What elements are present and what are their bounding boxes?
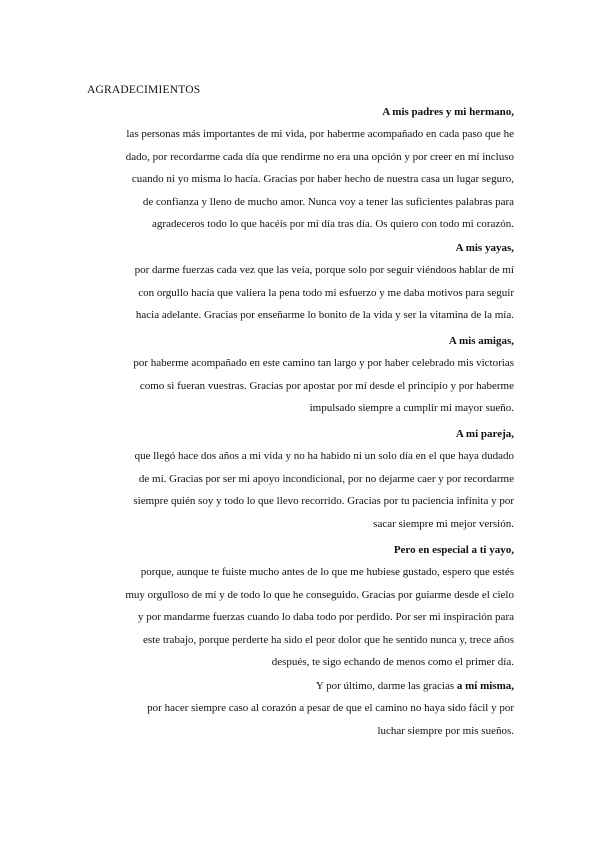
body-line: sacar siempre mi mejor versión. [373, 517, 514, 530]
section-yayas [85, 237, 514, 327]
body-line: impulsado siempre a cumplir mi mayor sueño. [309, 402, 514, 415]
section-pareja [85, 423, 514, 535]
closing-heading [85, 675, 514, 697]
body-line: por darme fuerzas cada vez que las veía, porque solo por seguir viéndoos hablar de mí [134, 264, 514, 276]
body-line: dado, por recordarme cada día que rendirme no era una opción y por creer en mí incluso [125, 150, 514, 163]
section-body [85, 259, 514, 327]
body-line: porque, aunque te fuiste mucho antes de lo que me hubiese gustado, espero que estés [140, 566, 514, 578]
body-line: siempre quién soy y todo lo que llevo recorrido. Gracias por tu paciencia infinita y por [133, 495, 514, 508]
section-closing [85, 675, 514, 742]
body-line: por hacer siempre caso al corazón a pesar de que el camino no haya sido fácil y por [147, 702, 514, 714]
body-line: de mí. Gracias por ser mi apoyo incondicional, por no dejarme caer y por recordarme [138, 472, 514, 485]
body-line: que llegó hace dos años a mi vida y no ha habido ni un solo día en el que haya dudado [134, 450, 514, 462]
section-heading: A mi pareja, [455, 428, 514, 440]
body-line: con orgullo hacía que valiera la pena todo mi esfuerzo y me daba motivos para seguir [138, 286, 514, 299]
body-line: agradeceros todo lo que hacéis por mí día tras día. Os quiero con todo mi corazón. [152, 218, 514, 231]
section-padres-hermano [85, 101, 514, 236]
section-heading: A mis amigas, [448, 335, 514, 347]
section-heading: A mis padres y mi hermano, [382, 106, 514, 118]
body-line: después, te sigo echando de menos como el primer día. [271, 656, 514, 669]
page-title: AGRADECIMIENTOS [87, 84, 201, 96]
closing-comma: , [511, 680, 514, 692]
body-line: las personas más importantes de mi vida, por haberme acompañado en cada paso que he [126, 128, 514, 140]
section-body [85, 445, 514, 535]
body-line: como si fueran vuestras. Gracias por apostar por mí desde el principio y por haberme [139, 379, 514, 392]
closing-bold: a mí misma [456, 680, 512, 692]
section-body [85, 561, 514, 674]
body-line: este trabajo, porque perderte ha sido el peor dolor que he sentido nunca y, trece años [142, 633, 514, 646]
section-heading: A mis yayas, [455, 242, 514, 254]
section-yayo [85, 539, 514, 674]
section-body [85, 352, 514, 420]
body-line: hacia adelante. Gracias por enseñarme lo bonito de la vida y ser la vitamina de la mía. [135, 309, 514, 322]
body-line: y por mandarme fuerzas cuando lo daba todo por perdido. Por ser mi inspiración para [137, 611, 514, 624]
section-body [85, 697, 514, 742]
body-line: cuando ni yo misma lo hacía. Gracias por haber hecho de nuestra casa un lugar seguro, [131, 173, 514, 186]
section-body [85, 123, 514, 236]
body-line: de confianza y lleno de mucho amor. Nunca voy a tener las suficientes palabras para [142, 195, 514, 208]
body-line: por haberme acompañado en este camino tan largo y por haber celebrado mis victorias [133, 357, 514, 369]
closing-intro: Y por último, darme las gracias [315, 680, 457, 692]
body-line: muy orgulloso de mí y de todo lo que he conseguido. Gracias por guiarme desde el cielo [125, 588, 514, 601]
section-amigas [85, 330, 514, 420]
section-heading: Pero en especial a ti yayo, [393, 544, 514, 556]
body-line: luchar siempre por mis sueños. [377, 724, 514, 737]
